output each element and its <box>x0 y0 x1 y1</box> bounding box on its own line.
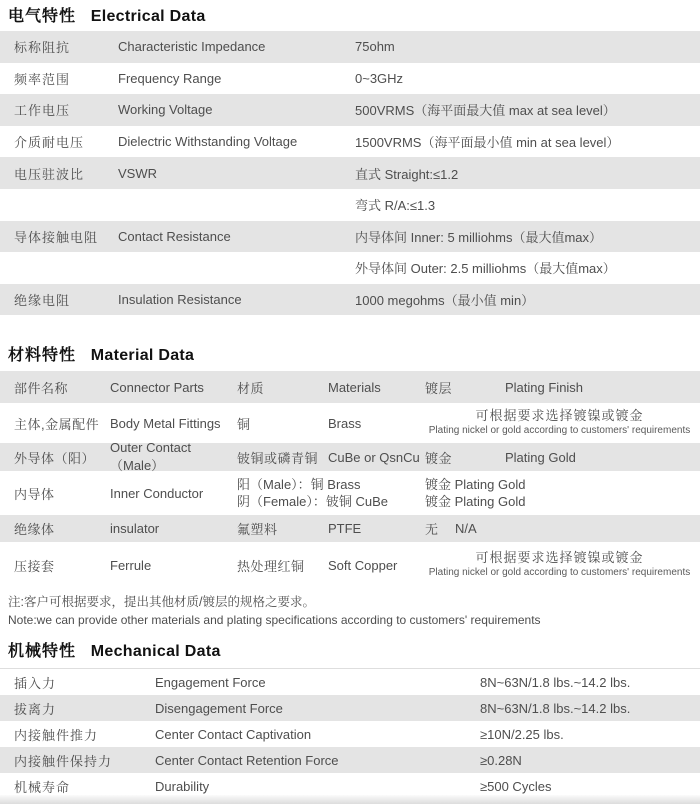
part-name-en: Ferrule <box>110 557 152 573</box>
row-label-zh: 拔离力 <box>14 701 57 717</box>
material-en: PTFE <box>328 521 362 537</box>
part-name-zh: 外导体（阳） <box>14 450 96 466</box>
row-label-en: Dielectric Withstanding Voltage <box>118 134 298 150</box>
part-name-en: insulator <box>110 521 160 537</box>
row-label-zh: 插入力 <box>14 675 57 691</box>
table-row <box>0 747 700 773</box>
plating-note-en: Plating nickel or gold according to customers' requirements <box>428 567 691 579</box>
plating-note <box>425 408 700 438</box>
col-header-material-zh: 材质 <box>237 380 265 396</box>
table-row <box>0 94 700 126</box>
plating-en: Plating Gold <box>505 449 576 465</box>
plating-note <box>425 550 700 580</box>
row-label-zh: 电压驻波比 <box>14 166 85 182</box>
material-zh: 热处理红铜 <box>237 558 305 574</box>
material-en: CuBe or QsnCu <box>328 449 420 465</box>
mechanical-table <box>0 668 700 799</box>
row-value: 1000 megohms（最小值 min） <box>355 293 535 309</box>
row-label-en: Disengagement Force <box>155 700 283 716</box>
material-zh: 氟塑料 <box>237 522 278 538</box>
table-header-row <box>0 371 700 403</box>
mechanical-title-zh: 机械特性 <box>8 643 77 661</box>
plating-note-zh: 可根据要求选择镀镍或镀金 <box>475 550 644 566</box>
mechanical-section-title <box>0 639 700 665</box>
electrical-title-zh: 电气特性 <box>8 8 77 25</box>
row-value: 500VRMS（海平面最大值 max at sea level） <box>355 103 616 119</box>
part-name-zh: 主体,金属配件 <box>14 416 100 432</box>
row-value: 直式 Straight:≤1.2 <box>355 166 459 182</box>
material-title-zh: 材料特性 <box>8 347 77 365</box>
row-value: 内导体间 Inner: 5 milliohms（最大值max） <box>355 229 603 245</box>
row-value: 弯式 R/A:≤1.3 <box>355 198 436 214</box>
row-value: 8N~63N/1.8 lbs.~14.2 lbs. <box>480 700 631 716</box>
row-value: 75ohm <box>355 39 395 55</box>
material-section <box>0 343 700 629</box>
row-label-en: Characteristic Impedance <box>118 39 266 55</box>
plating-zh: 镀金 <box>425 450 453 466</box>
material-note-zh: 注:客户可根据要求，提出其他材质/镀层的规格之要求。 <box>8 595 315 610</box>
row-value: ≥500 Cycles <box>480 778 552 794</box>
row-value: 0~3GHz <box>355 70 404 86</box>
material-en: Soft Copper <box>328 557 398 573</box>
material-en: Brass <box>328 415 362 431</box>
part-name-en: Body Metal Fittings <box>110 415 221 431</box>
table-row <box>0 126 700 158</box>
electrical-section-title <box>0 4 700 30</box>
row-label-en: Center Contact Captivation <box>155 726 312 742</box>
table-row <box>0 252 700 284</box>
table-row <box>0 695 700 721</box>
part-name-en: Inner Conductor <box>110 485 204 501</box>
table-row <box>0 189 700 221</box>
table-row <box>0 63 700 95</box>
col-header-plating-zh: 镀层 <box>425 380 453 396</box>
material-female: 阴（Female）：铍铜 CuBe <box>237 494 388 510</box>
row-label-en: Center Contact Retention Force <box>155 752 339 768</box>
row-value: ≥0.28N <box>480 752 522 768</box>
electrical-table <box>0 31 700 315</box>
part-name-zh: 内导体 <box>14 486 55 502</box>
page-bottom-shadow <box>0 795 700 804</box>
row-label-en: Insulation Resistance <box>118 292 242 308</box>
row-value: 1500VRMS（海平面最小值 min at sea level） <box>355 135 620 151</box>
material-title-en: Material Data <box>90 347 195 365</box>
col-header-part-en: Connector Parts <box>110 379 204 395</box>
row-value: 外导体间 Outer: 2.5 milliohms（最大值max） <box>355 261 616 277</box>
material-table <box>0 371 700 588</box>
col-header-plating-en: Plating Finish <box>505 379 584 395</box>
material-variants <box>237 476 425 510</box>
material-zh: 铜 <box>237 416 251 432</box>
row-label-en: Frequency Range <box>118 70 222 86</box>
part-name-zh: 绝缘体 <box>14 522 55 538</box>
table-row <box>0 284 700 316</box>
electrical-section <box>0 4 700 315</box>
mechanical-title-en: Mechanical Data <box>90 643 221 661</box>
row-label-en: VSWR <box>118 165 157 181</box>
row-label-zh: 内接触件保持力 <box>14 753 113 769</box>
electrical-title-en: Electrical Data <box>90 8 206 25</box>
table-row <box>0 221 700 253</box>
row-label-en: Engagement Force <box>155 674 266 690</box>
row-label-en: Working Voltage <box>118 102 213 118</box>
plating-note-zh: 可根据要求选择镀镍或镀金 <box>475 408 644 424</box>
plating-note-en: Plating nickel or gold according to customers' requirements <box>428 425 691 437</box>
table-row <box>0 403 700 443</box>
table-row <box>0 515 700 542</box>
material-section-title <box>0 343 700 369</box>
table-row <box>0 31 700 63</box>
row-label-zh: 内接触件推力 <box>14 727 99 743</box>
part-name-en: Outer Contact（Male） <box>110 440 191 474</box>
material-zh: 铍铜或磷青铜 <box>237 450 319 466</box>
table-row <box>0 440 700 474</box>
table-row <box>0 669 700 695</box>
row-label-zh: 工作电压 <box>14 103 71 119</box>
material-male: 阳（Male）：铜 Brass <box>237 477 361 493</box>
table-row <box>0 157 700 189</box>
row-label-en: Durability <box>155 778 210 794</box>
material-note-en: Note:we can provide other materials and plating specifications according to customers' requirements <box>8 613 541 628</box>
col-header-part-zh: 部件名称 <box>14 380 69 396</box>
plating-en: N/A <box>455 521 477 537</box>
row-label-zh: 绝缘电阻 <box>14 293 71 309</box>
row-label-zh: 机械寿命 <box>14 779 71 795</box>
row-label-zh: 导体接触电阻 <box>14 229 99 245</box>
row-label-en: Contact Resistance <box>118 228 231 244</box>
material-note <box>0 588 700 629</box>
row-label-zh: 标称阻抗 <box>14 40 71 56</box>
part-name-zh: 压接套 <box>14 558 55 574</box>
table-row <box>0 542 700 588</box>
table-row <box>0 471 700 515</box>
plating-female: 镀金 Plating Gold <box>425 494 526 510</box>
row-value: ≥10N/2.25 lbs. <box>480 726 564 742</box>
row-label-zh: 介质耐电压 <box>14 135 85 151</box>
col-header-material-en: Materials <box>328 379 381 395</box>
row-value: 8N~63N/1.8 lbs.~14.2 lbs. <box>480 674 631 690</box>
plating-variants <box>425 476 700 510</box>
row-label-zh: 频率范围 <box>14 71 71 87</box>
plating-zh: 无 <box>425 522 439 538</box>
mechanical-section <box>0 639 700 799</box>
plating-male: 镀金 Plating Gold <box>425 477 526 493</box>
table-row <box>0 721 700 747</box>
